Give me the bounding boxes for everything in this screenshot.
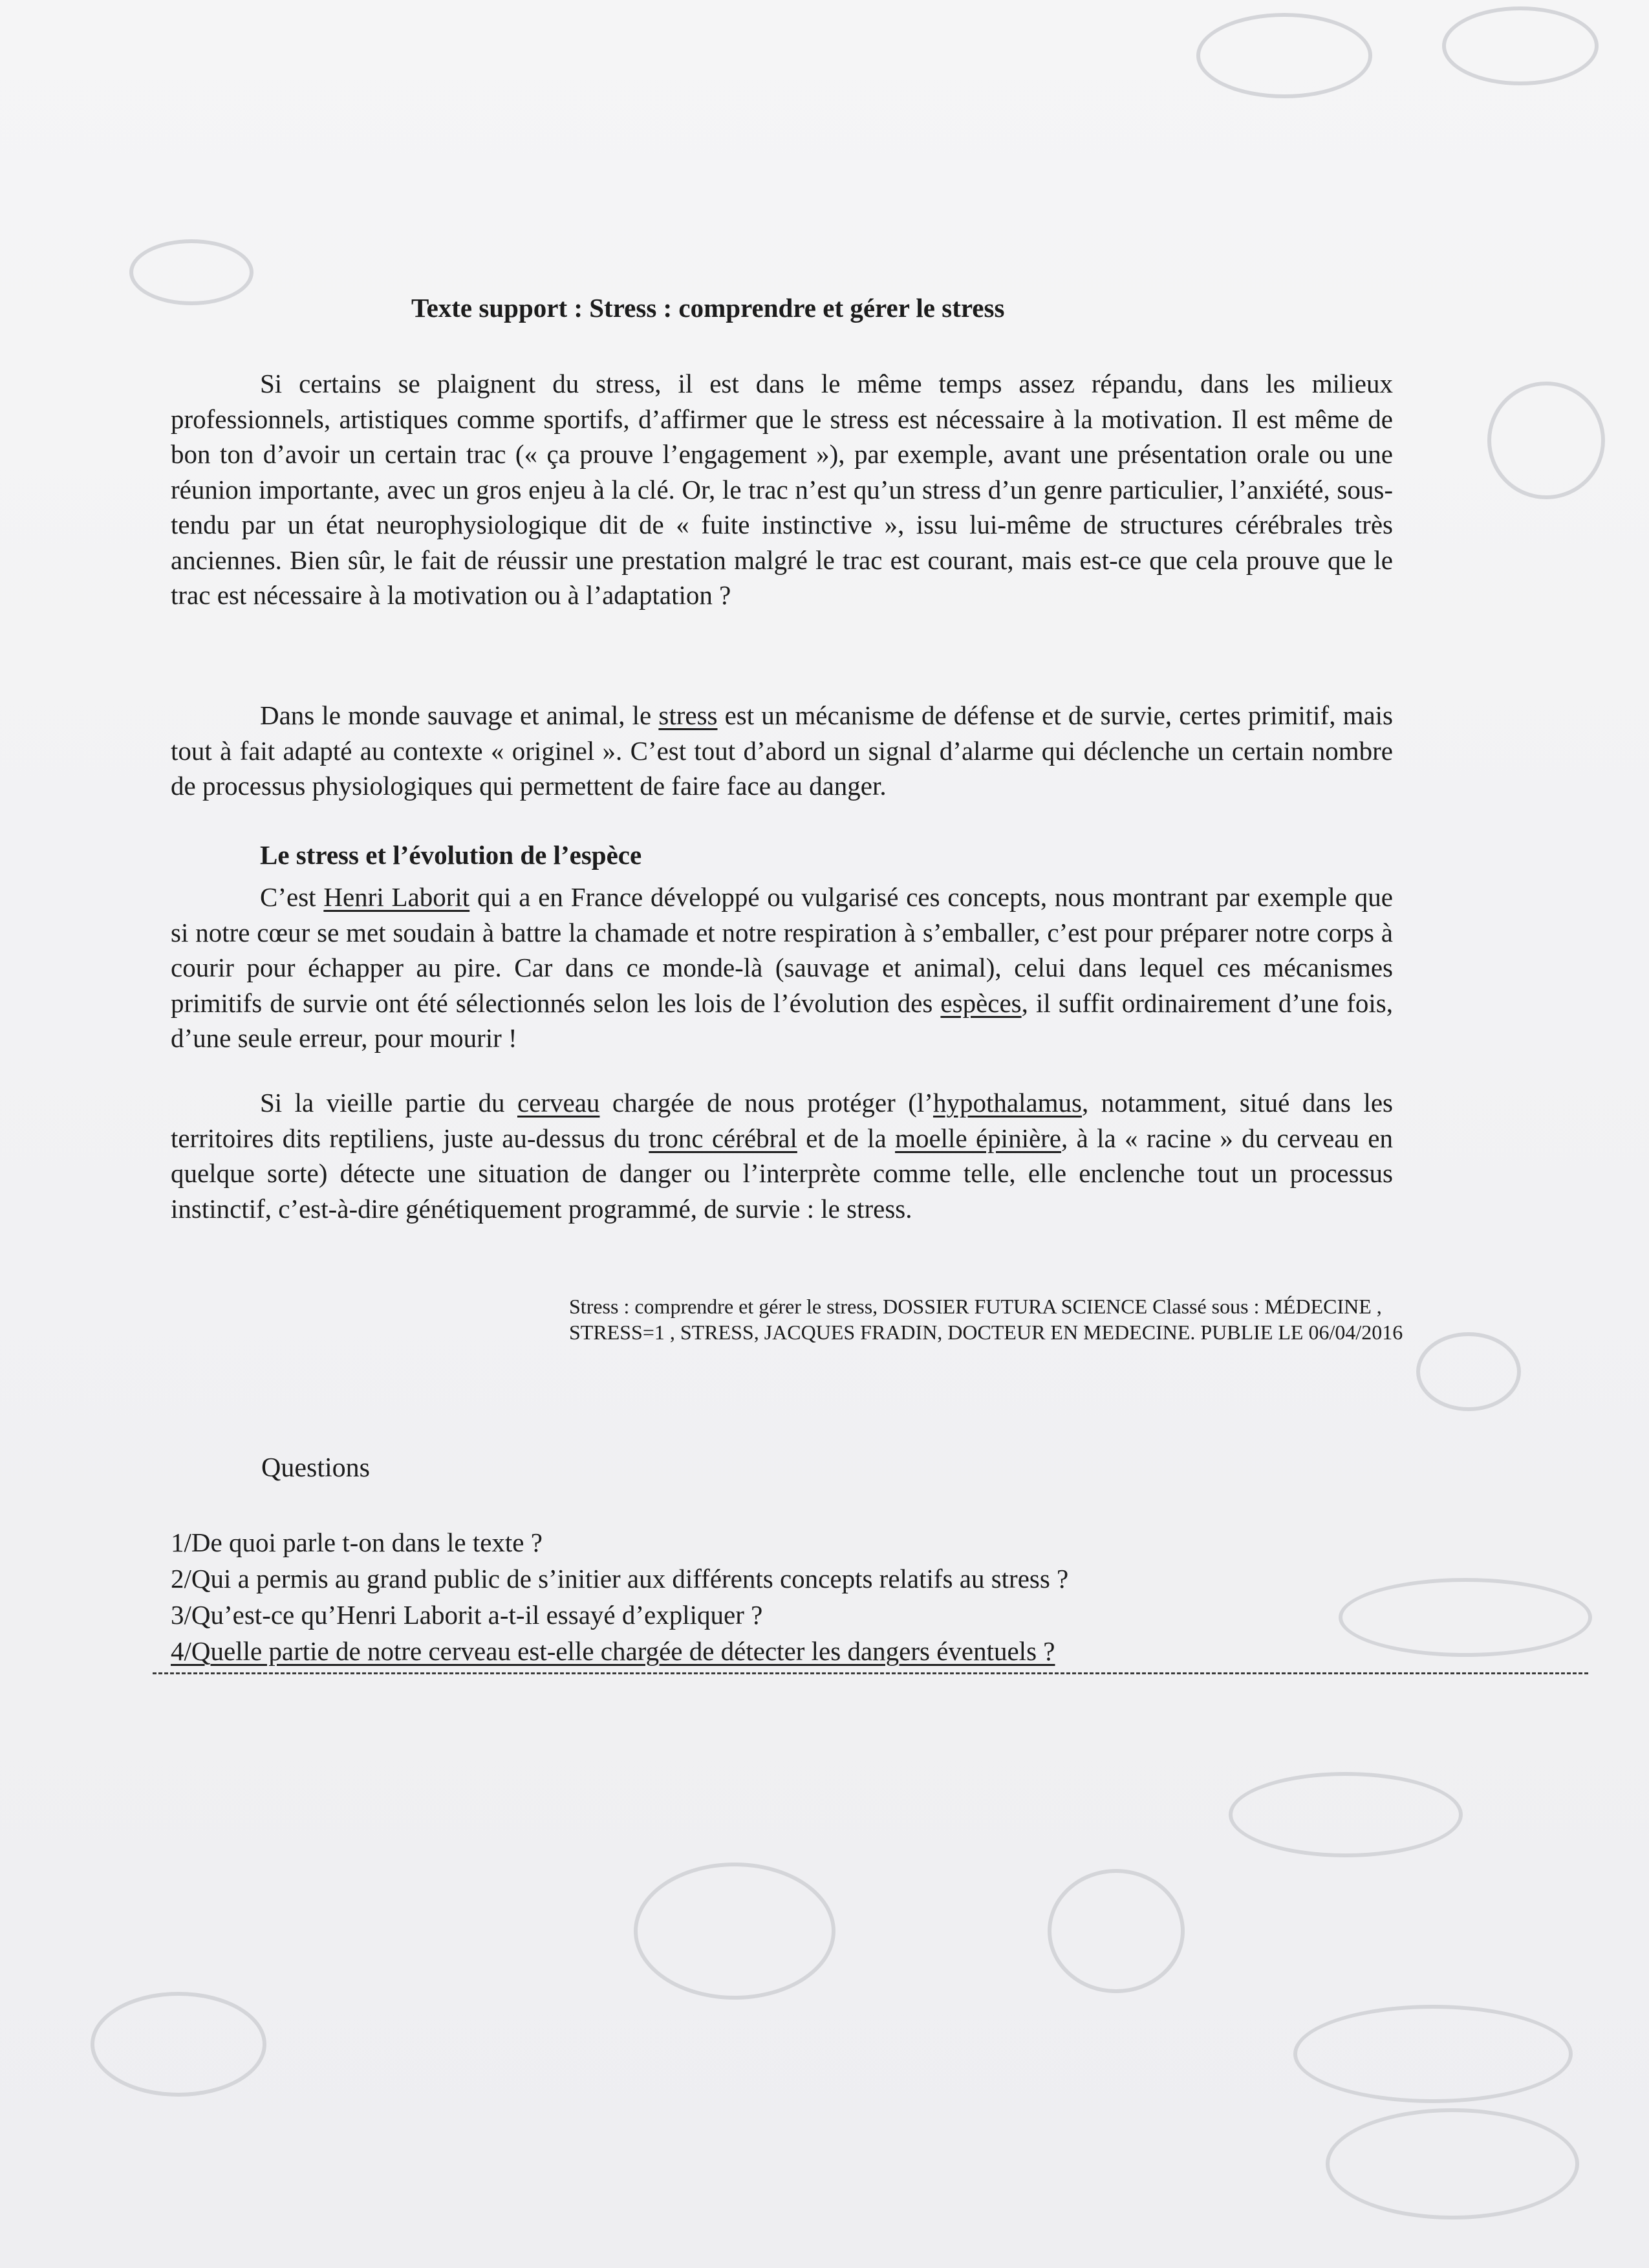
paragraph-4-part3: , notamment, situé dans les territoires dits reptiliens, juste au-dessus du — [171, 1088, 1394, 1153]
section-heading: Le stress et l’évolution de l’espèce — [260, 840, 642, 870]
paragraph-2-before: Dans le monde sauvage et animal, le — [260, 700, 659, 730]
bleed-through-mark — [1229, 1772, 1463, 1857]
underlined-term-cerveau: cerveau — [517, 1088, 600, 1118]
paragraph-4 — [171, 1085, 1393, 1226]
bleed-through-mark — [1293, 2005, 1573, 2103]
paragraph-2 — [171, 698, 1393, 804]
underlined-term-hypothalamus: hypothalamus — [932, 1088, 1082, 1118]
bleed-through-mark — [634, 1863, 835, 2000]
bleed-through-mark — [1048, 1869, 1185, 1993]
bleed-through-mark — [1326, 2108, 1579, 2219]
questions-list — [171, 1524, 1412, 1669]
underlined-term-moelle-epiniere: moelle épinière — [895, 1123, 1062, 1153]
questions-heading: Questions — [261, 1453, 370, 1483]
question-item: 3/Qu’est-ce qu’Henri Laborit a-t-il essayé d’expliquer ? — [171, 1600, 763, 1630]
bleed-through-mark — [1196, 13, 1372, 98]
underlined-term-stress: stress — [658, 700, 718, 730]
bleed-through-mark — [91, 1992, 266, 2097]
bleed-through-mark — [1416, 1332, 1521, 1411]
paragraph-4-part4: et de la — [797, 1123, 896, 1153]
underlined-term-especes: espèces — [940, 988, 1022, 1018]
paragraph-4-part5: , à la « racine » du cerveau en quelque sorte) détecte une situation de danger ou l’interprète comme telle, elle enclenche tout un processus instinctif, c’est-à-dire génétiquement programmé, de survie : le stress. — [171, 1123, 1393, 1224]
paragraph-3-before: C’est — [260, 882, 324, 912]
question-item: 1/De quoi parle t-on dans le texte ? — [171, 1528, 543, 1557]
question-item: 2/Qui a permis au grand public de s’initier aux différents concepts relatifs au stress ? — [171, 1564, 1069, 1593]
paragraph-2-after: est un mécanisme de défense et de survie, certes primitif, mais tout à fait adapté au contexte « originel ». C’est tout d’abord un signal d’alarme qui déclenche un certain nombre de processus physiologiques qui permettent de faire face au danger. — [171, 700, 1393, 801]
document-title: Texte support : Stress : comprendre et gérer le stress — [411, 293, 1005, 323]
question-item: 4/Quelle partie de notre cerveau est-elle chargée de détecter les dangers éventuels ? — [171, 1636, 1055, 1666]
underlined-name-henri-laborit: Henri Laborit — [323, 882, 470, 912]
paragraph-1: Si certains se plaignent du stress, il est dans le même temps assez répandu, dans les milieux professionnels, artistiques comme sportifs, d’affirmer que le stress est nécessaire à la motivation. Il est même de bon ton d’avoir un certain trac (« ça prouve l’engagement »), par exemple, avant une présentation orale ou une réunion importante, avec un gros enjeu à la clé. Or, le trac n’est qu’un stress d’un genre particulier, l’anxiété, sous-tendu par un état neurophysiologique dit de « fuite instinctive », issu lui-même de structures cérébrales très anciennes. Bien sûr, le fait de réussir une prestation malgré le trac est courant, mais est-ce que cela prouve que le trac est nécessaire à la motivation ou à l’adaptation ? — [171, 369, 1393, 610]
paragraph-3 — [171, 880, 1393, 1056]
paragraph-4-part2: chargée de nous protéger (l’ — [599, 1088, 933, 1118]
underlined-term-tronc-cerebral: tronc cérébral — [649, 1123, 797, 1153]
bleed-through-mark — [1487, 382, 1605, 499]
dashed-separator — [153, 1672, 1588, 1674]
paragraph-3-middle: qui a en France développé ou vulgarisé ces concepts, nous montrant par exemple que si notre cœur se met soudain à battre la chamade et notre respiration à s’emballer, c’est pour préparer notre corps à courir pour échapper au pire. Car dans ce monde-là (sauvage et animal), celui dans lequel ces mécanismes primitifs de survie ont été sélectionnés selon les lois de l’évolution des — [171, 882, 1394, 1018]
bleed-through-mark — [129, 239, 253, 305]
paragraph-3-after: , il suffit ordinairement d’une fois, d’une seule erreur, pour mourir ! — [171, 988, 1394, 1053]
source-citation: Stress : comprendre et gérer le stress, DOSSIER FUTURA SCIENCE Classé sous : MÉDECINE , STRESS=1 , STRESS, JACQUES FRADIN, DOCTEUR EN MEDECINE. PUBLIE LE 06/04/2016 — [569, 1295, 1403, 1344]
paragraph-4-part1: Si la vieille partie du — [260, 1088, 517, 1118]
bleed-through-mark — [1442, 6, 1599, 85]
